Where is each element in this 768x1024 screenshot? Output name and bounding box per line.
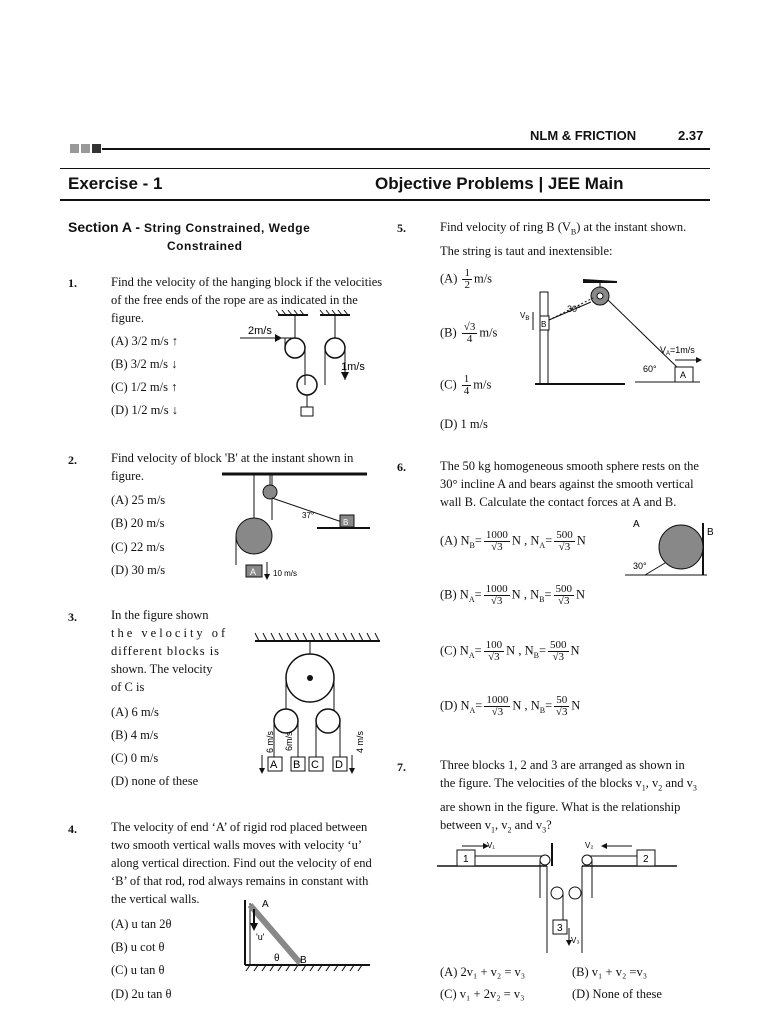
section-topic-line2: Constrained bbox=[167, 239, 243, 253]
q7-option-d[interactable]: (D) None of these bbox=[572, 987, 662, 1001]
q6-text: The 50 kg homogeneous smooth sphere rests on the 30° incline A and bears against the smooth vertical wall B. Calculate the contact forces at A and B. bbox=[440, 459, 699, 509]
header-rule bbox=[102, 148, 710, 150]
q1-option-d[interactable]: (D) 1/2 m/s ↓ bbox=[111, 403, 179, 417]
q1-v-left: 2m/s bbox=[248, 325, 272, 337]
exercise-rule-top bbox=[60, 168, 710, 169]
svg-text:2: 2 bbox=[643, 854, 649, 865]
q2-option-a[interactable]: (A) 25 m/s bbox=[111, 493, 166, 507]
svg-text:A: A bbox=[270, 759, 278, 771]
svg-text:B: B bbox=[541, 320, 547, 329]
q1-option-b[interactable]: (B) 3/2 m/s ↓ bbox=[111, 357, 178, 371]
q2-option-c[interactable]: (C) 22 m/s bbox=[111, 540, 165, 554]
q4-option-a[interactable]: (A) u tan 2θ bbox=[111, 917, 172, 931]
q7-number: 7. bbox=[397, 760, 406, 774]
svg-text:A: A bbox=[250, 567, 257, 577]
q7-option-a[interactable]: (A) 2v₁ + v₂ = v₃ bbox=[440, 965, 526, 979]
q4-rod-figure bbox=[240, 895, 375, 975]
svg-text:B: B bbox=[707, 527, 714, 538]
svg-text:θ: θ bbox=[274, 953, 280, 964]
q3-option-c[interactable]: (C) 0 m/s bbox=[111, 751, 159, 765]
q1-text: Find the velocity of the hanging block if the velocities of the free ends of the rope are as indicated in the figure. bbox=[111, 275, 383, 325]
q5-ring-figure bbox=[515, 280, 715, 390]
svg-text:60°: 60° bbox=[643, 364, 657, 374]
svg-text:B: B bbox=[343, 518, 349, 527]
q4-number: 4. bbox=[68, 822, 77, 836]
q6-sphere-figure bbox=[625, 515, 715, 580]
svg-text:VB: $V_B$ bbox=[520, 311, 530, 322]
q3-pulley-figure bbox=[255, 633, 385, 778]
q6-option-a[interactable]: (A) $N_B=$ $\frac{1000}{√3}$ N , $N_A=$ $\frac{500}{√3}$ N bbox=[440, 529, 586, 553]
q1-number: 1. bbox=[68, 276, 77, 290]
svg-text:4 m/s: 4 m/s bbox=[355, 730, 365, 753]
q7-text: Three blocks 1, 2 and 3 are arranged as shown in the figure. The velocities of the blocks $v_1$, $v_2$ and $v_3$ are shown in the figure. What is the relationship between $v_1$, $v_2$ and $v_3$? bbox=[440, 758, 697, 834]
svg-text:B: B bbox=[293, 759, 301, 771]
q5-option-c[interactable]: (C) $\frac{1}{4}$ m/s bbox=[440, 373, 492, 397]
svg-text:10 m/s: 10 m/s bbox=[273, 569, 298, 578]
q4-option-c[interactable]: (C) u tan θ bbox=[111, 963, 165, 977]
q3-option-a[interactable]: (A) 6 m/s bbox=[111, 705, 159, 719]
svg-text:30°: 30° bbox=[567, 304, 581, 314]
q2-number: 2. bbox=[68, 453, 77, 467]
svg-text:A: A bbox=[633, 519, 640, 530]
svg-text:D: D bbox=[335, 759, 343, 771]
q3-option-d[interactable]: (D) none of these bbox=[111, 774, 199, 788]
exercise-subtitle: Objective Problems | JEE Main bbox=[375, 174, 624, 193]
q1-pulley-figure bbox=[240, 310, 380, 425]
svg-text:A: A bbox=[262, 899, 269, 910]
svg-text:V₂: V₂ bbox=[585, 841, 594, 850]
exercise-title: Exercise - 1 bbox=[68, 174, 163, 193]
chapter-title: NLM & FRICTION bbox=[530, 128, 637, 143]
q6-option-c[interactable]: (C) $N_A=$ $\frac{100}{√3}$ N , $N_B=$ $\frac{500}{√3}$ N bbox=[440, 639, 580, 663]
header-marks bbox=[70, 140, 106, 150]
q4-option-b[interactable]: (B) u cot θ bbox=[111, 940, 165, 954]
svg-text:A: A bbox=[680, 370, 687, 380]
svg-text:6m/s: 6m/s bbox=[284, 731, 294, 751]
q3-text: In the figure shown the velocity of different blocks is shown. The velocity of C is bbox=[111, 608, 229, 694]
q1-option-c[interactable]: (C) 1/2 m/s ↑ bbox=[111, 380, 178, 394]
q7-option-c[interactable]: (C) v₁ + 2v₂ = v₃ bbox=[440, 987, 525, 1001]
q2-pulley-figure bbox=[222, 470, 372, 585]
svg-text:6 m/s: 6 m/s bbox=[265, 730, 275, 753]
exercise-rule-bottom bbox=[60, 199, 710, 201]
svg-text:3: 3 bbox=[557, 923, 563, 934]
q4-text: The velocity of end ‘A’ of rigid rod placed between two smooth vertical walls moves with velocity ‘u’ along vertical direction. Find out the velocity of end ‘B’ of that rod, rod always remains in constant with the vertical walls. bbox=[111, 820, 372, 906]
q2-text: Find velocity of block 'B' at the instant shown in figure. bbox=[111, 451, 354, 483]
q5-option-b[interactable]: (B) $\frac{√3}{4}$ m/s bbox=[440, 321, 498, 345]
q6-option-b[interactable]: (B) $N_A=$ $\frac{1000}{√3}$ N , $N_B=$ $\frac{500}{√3}$ N bbox=[440, 583, 586, 607]
svg-text:B: B bbox=[300, 955, 307, 966]
q1-option-a[interactable]: (A) 3/2 m/s ↑ bbox=[111, 334, 179, 348]
section-heading: Section A - String Constrained, Wedge bbox=[68, 219, 311, 235]
q2-option-d[interactable]: (D) 30 m/s bbox=[111, 563, 166, 577]
q1-v-right: 1m/s bbox=[341, 361, 365, 373]
svg-text:37°: 37° bbox=[302, 511, 315, 520]
q4-option-d[interactable]: (D) 2u tan θ bbox=[111, 987, 172, 1001]
q2-option-b[interactable]: (B) 20 m/s bbox=[111, 516, 165, 530]
svg-text:V₃: V₃ bbox=[571, 936, 580, 945]
q6-number: 6. bbox=[397, 460, 406, 474]
svg-text:VA=1m/s: $V_A=1m/s$ bbox=[660, 345, 695, 357]
svg-text:1: 1 bbox=[463, 854, 469, 865]
q3-number: 3. bbox=[68, 610, 77, 624]
q3-option-b[interactable]: (B) 4 m/s bbox=[111, 728, 159, 742]
q5-number: 5. bbox=[397, 221, 406, 235]
q7-option-b[interactable]: (B) v₁ + v₂ =v₃ bbox=[572, 965, 648, 979]
svg-text:30°: 30° bbox=[633, 561, 647, 571]
page-number: 2.37 bbox=[678, 128, 704, 143]
q5-option-a[interactable]: (A) $\frac{1}{2}$ m/s bbox=[440, 267, 493, 291]
q5-text: Find velocity of ring B $(V_B)$ at the instant shown. The string is taut and inextensible: bbox=[440, 220, 687, 258]
svg-text:C: C bbox=[311, 759, 319, 771]
svg-text:V₁: V₁ bbox=[487, 841, 496, 850]
q6-option-d[interactable]: (D) $N_A=$ $\frac{1000}{√3}$ N , $N_B=$ $\frac{50}{√3}$ N bbox=[440, 694, 581, 718]
svg-text:'u': 'u' bbox=[256, 932, 265, 942]
q5-option-d[interactable]: (D) 1 m/s bbox=[440, 417, 488, 431]
q7-blocks-figure bbox=[437, 838, 697, 958]
